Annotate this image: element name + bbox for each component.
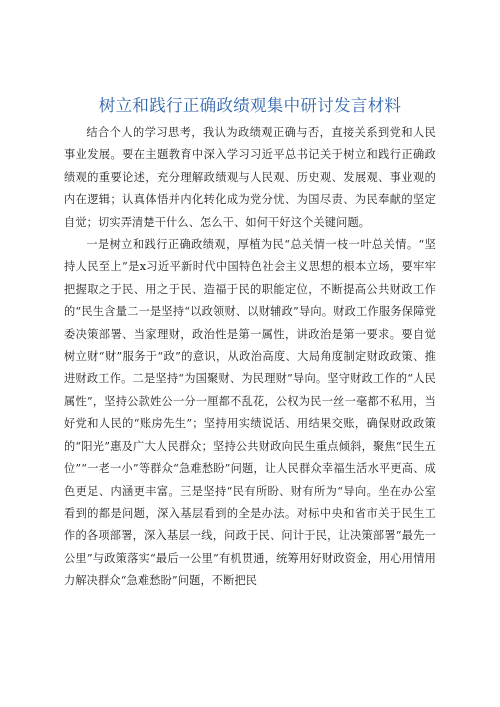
document-body [64, 122, 436, 593]
paragraph-intro: 结合个人的学习思考，我认为政绩观正确与否，直接关系到党和人民事业发展。要在主题教育中深入学习习近平总书记关于树立和践行正确政绩观的重要论述，充分理解政绩观与人民观、历史观、发展观、事业观的内在逻辑；认真体悟并内化转化成为党分忧、为国尽责、为民奉献的坚定自觉；切实弄清楚干什么、怎么干、如何干好这个关键问题。 [64, 126, 436, 229]
document-title: 树立和践行正确政绩观集中研讨发言材料 [98, 96, 402, 115]
paragraph-main: 一是树立和践行正确政绩观，厚植为民“总关情一枝一叶总关情。“坚持人民至上”是x习近平新时代中国特色社会主义思想的根本立场，要牢牢把握取之于民、用之于民、造福于民的职能定位，不断提高公共财政工作的“民生含量二一是坚持“以政领财、以财辅政”导向。财政工作服务保障党委决策部署、当家理财，政治性是第一属性，讲政治是第一要求。要自觉树立财“财”服务于“政”的意识，从政治高度、大局角度制定财政政策、推进财政工作。二是坚持“为国聚财、为民理财”导向。坚守财政工作的“人民属性”，坚持公款姓公一分一厘都不乱花，公权为民一丝一毫都不私用，当好党和人民的“账房先生”；坚持用实绩说话、用结果交账，确保财政政策的“阳光”惠及广大人民群众；坚持公共财政向民生重点倾斜，聚焦“民生五位”“一老一小”等群众“急难愁盼”问题，让人民群众幸福生活水平更高、成色更足、内涵更丰富。三是坚持“民有所盼、财有所为“导向。坐在办公室看到的都是问题，深入基层看到的全是办法。对标中央和省市关于民生工作的各项部署，深入基层一线，问政于民、问计于民，让决策部署“最先一公里”与政策落实“最后一公里”有机贯通，统筹用好财政资金，用心用情用力解决群众“急难愁盼”问题，不断把民 [64, 238, 436, 588]
